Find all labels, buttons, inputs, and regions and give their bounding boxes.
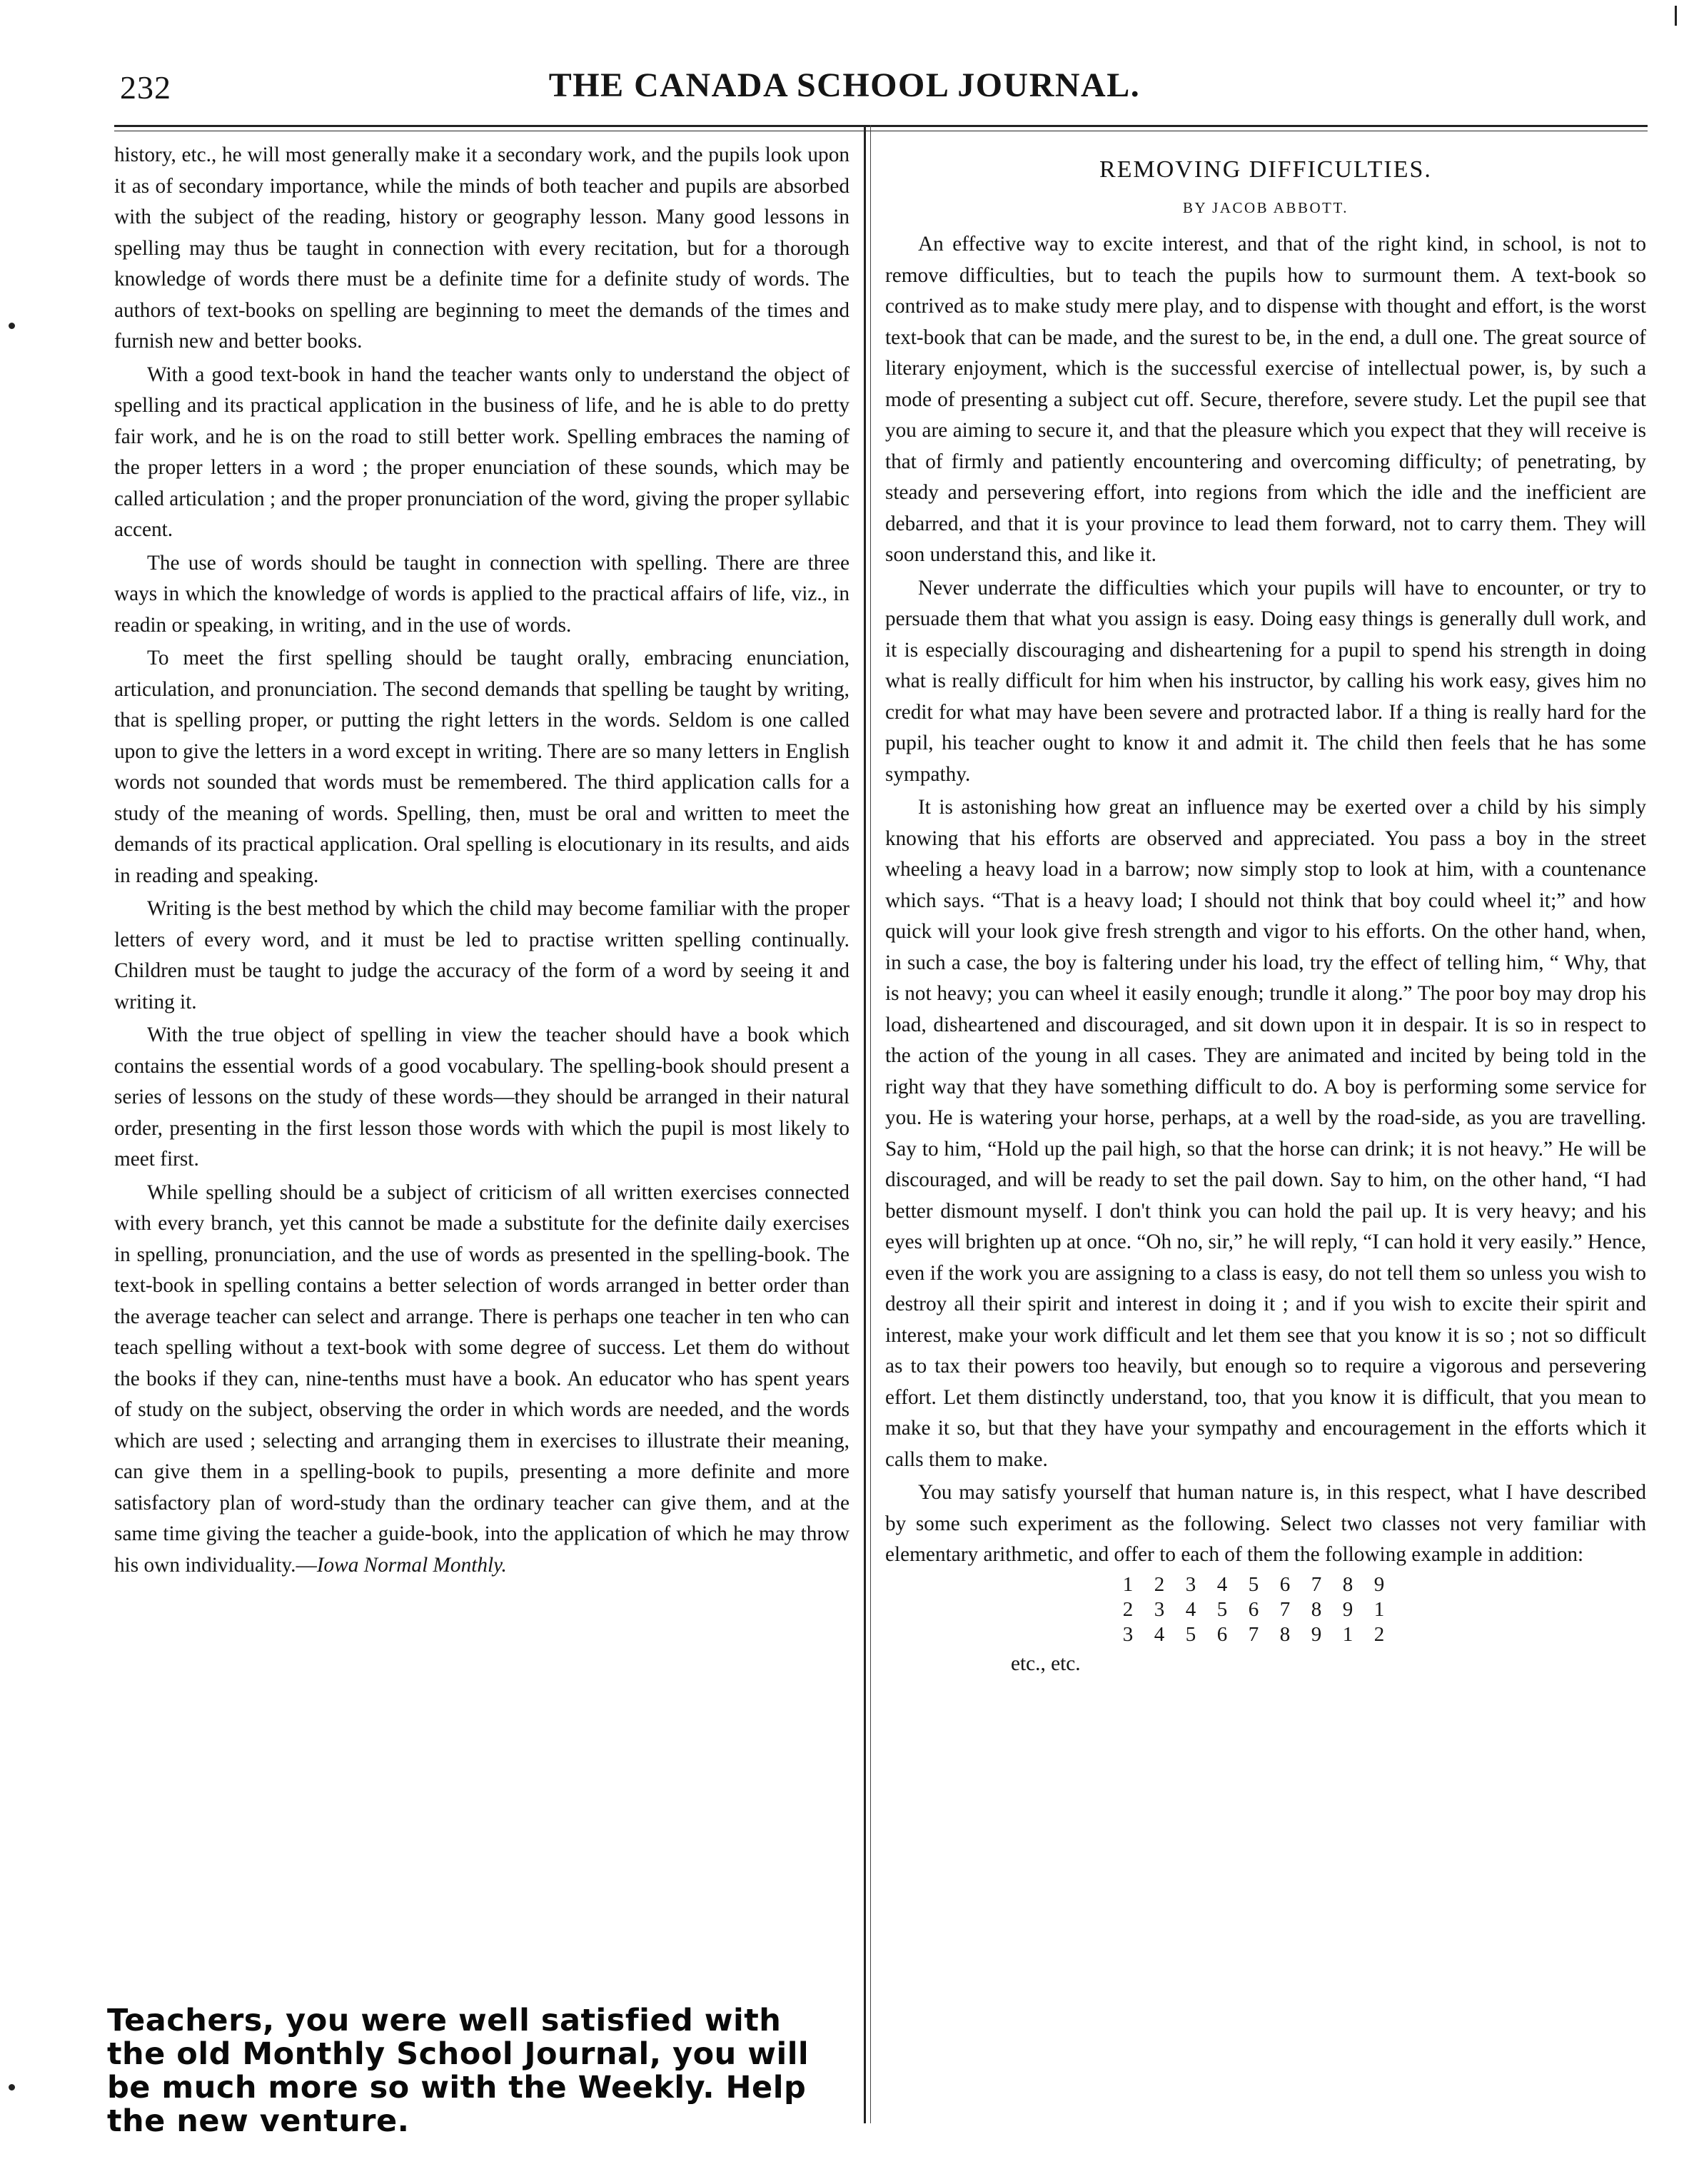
header-rule [114,125,1648,127]
digit: 6 [1216,1622,1228,1646]
digit: 5 [1216,1597,1228,1621]
digit: 5 [1185,1622,1196,1646]
digit: 6 [1248,1597,1259,1621]
digit: 4 [1154,1622,1165,1646]
digit: 3 [1154,1597,1165,1621]
digit: 4 [1185,1597,1196,1621]
paragraph: You may satisfy yourself that human nature is, in this respect, what I have described by some such experiment as the following. Select two classes not very familiar with elementary arithmetic, and offer to each of them the following example in addition: [885,1481,1646,1566]
margin-mark [9,323,15,329]
paragraph: The use of words should be taught in connection with spelling. There are three ways in which the knowledge of words is applied to the practical affairs of life, viz., in readin or speaking, in writing, and in the use of words. [114,551,849,637]
page-number: 232 [120,69,171,106]
digit: 8 [1279,1622,1291,1646]
paragraph-text: While spelling should be a subject of criticism of all written exercises connected with every branch, yet this cannot be made a substitute for the definite daily exercises in spelling, pronunciation, and the use of words as presented in the spelling-book. The text-book in spelling contains a better selection of words arranged in better order than the average teacher can select and arrange. There is perhaps one teacher in ten who can teach spelling without a text-book with some degree of success. Let them do without the books if they can, nine-tenths must have a book. An educator who has spent years of study on the subject, observing the order in which words are needed, and the words which are used ; selecting and arranging them in exercises to illustrate their meaning, can give them in a spelling-book to pupils, presenting a more definite and more satisfactory plan of word-study than the ordinary teacher can give them, and at the same time giving the teacher a guide-book, into the application of which he may throw his own individuality.— [114,1181,849,1577]
digit: 9 [1311,1622,1322,1646]
digit: 1 [1373,1597,1385,1621]
right-column [885,140,1646,1679]
digit: 2 [1122,1597,1134,1621]
journal-title: THE CANADA SCHOOL JOURNAL. [548,66,1141,104]
corner-mark [1675,6,1677,26]
column-divider-thin [870,125,871,2123]
digit: 3 [1122,1622,1134,1646]
addition-row [1112,1572,1395,1597]
digit: 9 [1373,1572,1385,1596]
digit: 2 [1154,1572,1165,1596]
digit: 8 [1342,1572,1353,1596]
promo-notice: Teachers, you were well satisfied with the old Monthly School Journal, you will be much more so with the Weekly. Help the new venture. [107,2003,810,2139]
digit: 7 [1248,1622,1259,1646]
paragraph-last [114,1178,849,1582]
attribution: Iowa Normal Monthly. [316,1553,507,1577]
addition-row [1112,1622,1395,1647]
paragraph: To meet the first spelling should be taught orally, embracing enunciation, articulation, and pronunciation. The second demands that spelling be taught by writing, that is spelling proper, or putting the right letters in the words. Seldom is one called upon to give the letters in a word except in writing. There are so many letters in English words not sounded that words must be remembered. The third application calls for a study of the meaning of words. Spelling, then, must be oral and written to meet the demands of its practical application. Oral spelling is elocutionary in its results, and aids in reading and speaking. [114,647,849,887]
digit: 7 [1279,1597,1291,1621]
digit: 2 [1373,1622,1385,1646]
etc-text: etc., etc. [1011,1652,1081,1675]
byline: BY JACOB ABBOTT. [1183,198,1348,216]
addition-example [1112,1572,1395,1647]
left-column [114,140,849,1581]
addition-row [1112,1597,1395,1622]
digit: 5 [1248,1572,1259,1596]
paragraph: Never underrate the difficulties which your pupils will have to encounter, or try to persuade them that what you assign is easy. Doing easy things is generally dull work, and it is especially discouraging and disheartening for a pupil to spend his strength in doing what is really difficult for him when his instructor, by calling his work easy, gives him no credit for what may have been severe and protracted labor. If a thing is really hard for the pupil, his teacher ought to know it and admit it. The child then feels that he has some sympathy. [885,576,1646,786]
digit: 8 [1311,1597,1322,1621]
article-title: REMOVING DIFFICULTIES. [1099,156,1432,183]
digit: 4 [1216,1572,1228,1596]
digit: 1 [1122,1572,1134,1596]
paragraph: Writing is the best method by which the child may become familiar with the proper letters of every word, and it must be led to practise written spelling continually. Children must be taught to judge the accuracy of the form of a word by seeing it and writing it. [114,897,849,1013]
paragraph: An effective way to excite interest, and that of the right kind, in school, is not to remove difficulties, but to teach the pupils how to surmount them. A text-book so contrived as to make study mere play, and to dispense with thought and effort, is the worst text-book that can be made, and the surest to be, in the end, a dull one. The great source of literary enjoyment, which is the successful exercise of intellectual power, is, by such a mode of presenting a subject cut off. Secure, therefore, severe study. Let the pupil see that you are aiming to secure it, and that the pleasure which you expect that they will receive is that of firmly and patiently encountering and overcoming difficulty; of penetrating, by steady and persevering effort, into regions from which the idle and the inefficient are debarred, and that it is your province to lead them forward, not to carry them. They will soon understand this, and like it. [885,233,1646,566]
paragraph: history, etc., he will most generally make it a secondary work, and the pupils look upon it as of secondary importance, while the minds of both teacher and pupils are absorbed with the subject of the reading, history or geography lesson. Many good lessons in spelling may thus be taught in connection with every recitation, but for a thorough knowledge of words there must be a definite time for a definite study of words. The authors of text-books on spelling are beginning to meet the demands of the times and furnish new and better books. [114,143,849,353]
column-divider [864,125,866,2123]
digit: 9 [1342,1597,1353,1621]
digit: 3 [1185,1572,1196,1596]
digit: 6 [1279,1572,1291,1596]
digit: 1 [1342,1622,1353,1646]
paragraph: It is astonishing how great an influence may be exerted over a child by his simply knowing that his efforts are observed and appreciated. You pass a boy in the street wheeling a heavy load in a barrow; now simply stop to look at him, with a countenance which says. “That is a heavy load; I should not think that boy could wheel it;” and how quick will your look give fresh strength and vigor to his efforts. On the other hand, when, in such a case, the boy is faltering under his load, try the effect of telling him, “ Why, that is not heavy; you can wheel it easily enough; trundle it along.” The poor boy may drop his load, disheartened and discouraged, and sit down upon it in despair. It is so in respect to the action of the young in all cases. They are animated and incited by being told in the right way that they have something difficult to do. A boy is performing some service for you. He is watering your horse, perhaps, at a well by the road-side, as you are travelling. Say to him, “Hold up the pail high, so that the horse can drink; it is not heavy.” He will be discouraged, and will be ready to set the pail down. Say to him, on the other hand, “I had better dismount myself. I don't think you can hold the pail up. It is very heavy; and his eyes will brighten up at once. “Oh no, sir,” he will reply, “I can hold it very easily.” Hence, even if the work you are assigning to a class is easy, do not tell them so unless you wish to destroy all their spirit and interest in doing it ; and if you wish to excite their spirit and interest, make your work difficult and let them see that you know it is so ; not so difficult as to tax their powers too heavily, but enough so to require a vigorous and persevering effort. Let them distinctly understand, too, that you know it is difficult, that you mean to make it so, but that they have your sympathy and encouragement in the efforts which it calls them to make. [885,796,1646,1471]
paragraph: With the true object of spelling in view the teacher should have a book which contains the essential words of a good vocabulary. The spelling-book should present a series of lessons on the study of these words—they should be arranged in their natural order, presenting in the first lesson those words with which the pupil is most likely to meet first. [114,1023,849,1171]
paragraph: With a good text-book in hand the teacher wants only to understand the object of spelling and its practical application in the business of life, and he is able to do pretty fair work, and he is on the road to still better work. Spelling embraces the naming of the proper letters in a word ; the proper enunciation of these sounds, which may be called articulation ; and the proper pronunciation of the word, giving the proper syllabic accent. [114,363,849,541]
digit: 7 [1311,1572,1322,1596]
margin-mark [9,2084,15,2091]
